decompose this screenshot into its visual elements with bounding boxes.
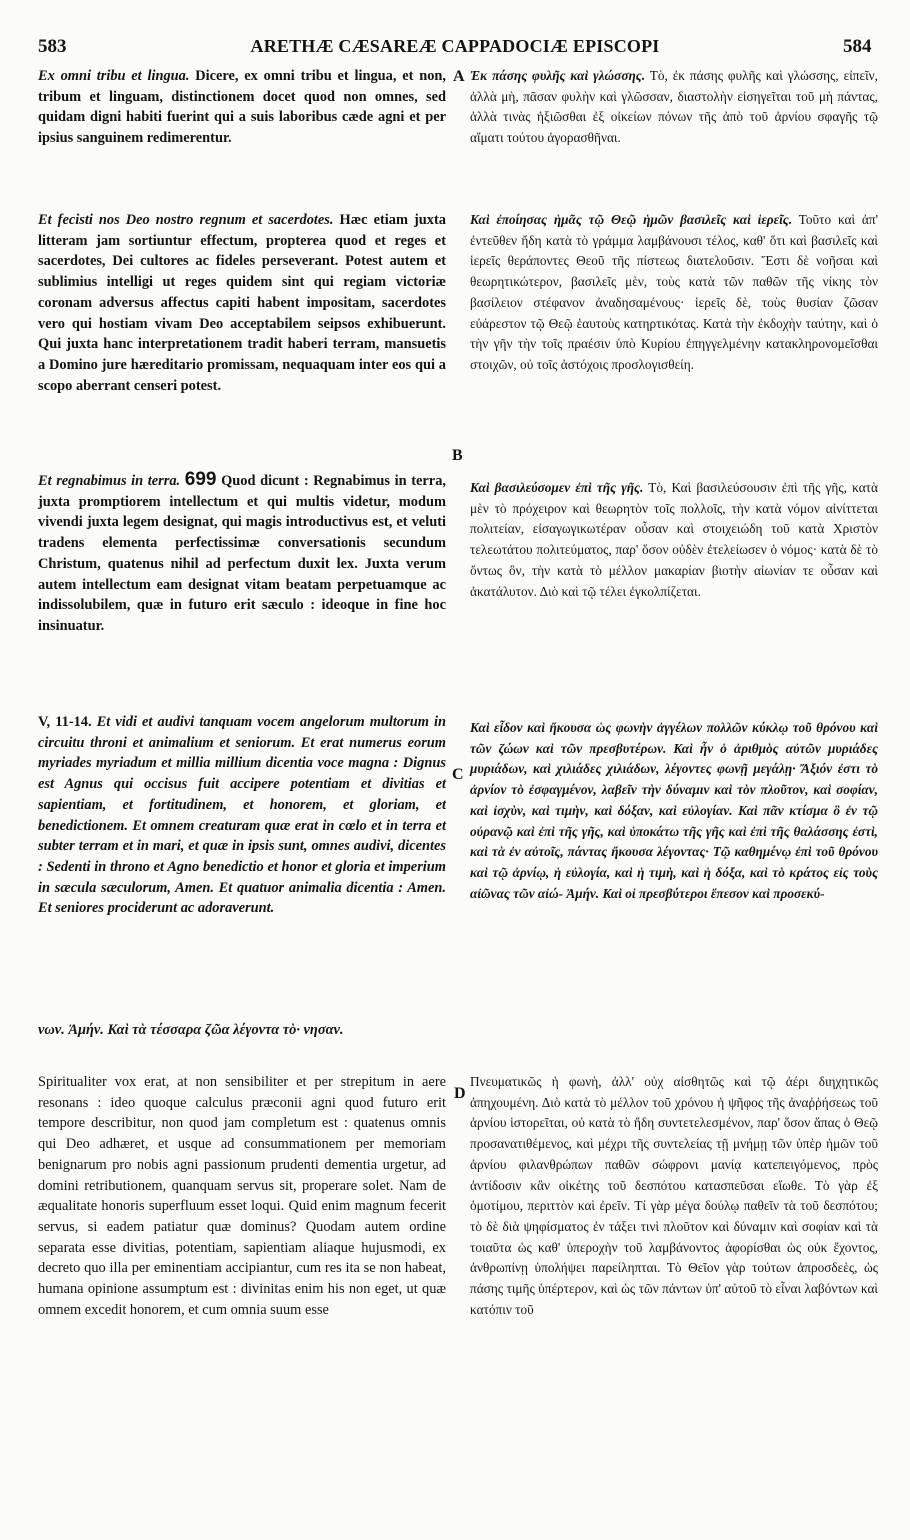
- greek-commentary-2: Τοῦτο καὶ ἀπ' ἐντεῦθεν ἤδη κατὰ τὸ γράμμα λαμβάνουσι τέλος, καθ' ὅτι καὶ βασιλεῖς καὶ ἱερεῖς θεράποντες Θεοῦ τῆς πίστεως διατελοῦσιν. Ἔστι δὲ νοῆσαι καὶ θεωρητικώτερον, βασιλεῖς μὲν, τοὺς κατὰ τῶν παθῶν τῆς νίκης τὸν βασίλειον στέφανον ἀναδησαμένους· ἱερεῖς δὲ, τοὺς θυσίαν ζῶσαν εὐάρεστον τῷ Θεῷ ἑαυτοὺς κατηρτικότας. Κατὰ τὴν ἐκδοχὴν ταύτην, καὶ ὁ τὴν γῆν τὴν τοῖς πραέσιν ὑπὸ Κυρίου ἐπηγγελμένην κατακληρονομεῖσθαι στοιχῶν, οὐ τοῖς ἀστόχοις προσλογισθείη.: [470, 212, 878, 372]
- running-title: ARETHÆ CÆSAREÆ CAPPADOCIÆ EPISCOPI: [250, 36, 660, 56]
- page-number-right: 584: [843, 36, 872, 57]
- latin-commentary-2: Hæc etiam juxta litteram jam sortiuntur effectum, propterea quod et reges et sacerdotes, Dei cultores ac fideles perseverant. Potest autem et sublimius intelligi ut reges quidem sint qui regiam victoriæ coronam adversus affectus capiti habent impositam, sacerdotes vero qui hostiam vivam Deo acceptabilem seipsos exhibuerunt. Qui juxta hanc interpretationem tradit haberi terram, mansuetis a Domino jure hæreditario promissam, nequaquam inter eos qui a scopo aberrant censeri potest.: [38, 212, 446, 394]
- latin-verse-text: Et vidi et audivi tanquam vocem angelorum multorum in circuitu throni et animalium et seniorum. Et erat numerus eorum myriades myriadum et millia millium dicentia voce magna : Dignus est Agnus qui occisus fuit accipere potentiam et divitias et sapientiam, et fortitudinem, et honorem, et gloriam, et benedictionem. Et omnem creaturam quæ erat in cœlo et in terra et subter terram et in mari, et quæ in ipsis sunt, omnes audivi, dicentes : Sedenti in throno et Agno benedictio et honor et gloria et imperium in sæcula sæculorum, Amen. Et quatuor animalia dicentia : Amen. Et seniores prociderunt ac adoraverunt.: [38, 714, 447, 917]
- latin-paragraph-1: [38, 66, 446, 149]
- margin-letter-d: D: [454, 1085, 466, 1102]
- greek-paragraph-3: [470, 478, 878, 602]
- latin-commentary-3: Quod dicunt : Regnabimus in terra, juxta promptiorem intellectum et qui multis videtur, modum vivendi juxta legem designat, qui magis introductivus est, et veluti tradens elementa perfectissimæ conversationis secundum Christum, quatenus nihil ad perfectum duxit lex. Juxta verum autem intellectum eam designat vitam beatam perpetuamque ac indissolubilem, quæ in futuro erit sæculo : ideoque in fine hoc insinuatur.: [38, 473, 446, 634]
- greek-commentary-1: Τὸ, ἐκ πάσης φυλῆς καὶ γλώσσης, εἰπεῖν, ἀλλὰ μὴ, πᾶσαν φυλὴν καὶ γλῶσσαν, διαστολὴν εἰσηγεῖται τοῦ μὴ πάντας, ἀλλὰ τινὰς ἠξιῶσθαι ἐξ οἰκείων πόνων τῆς ἀπὸ τοῦ ἀρνίου σφαγῆς τῷ αἵματι τούτου ἀγορασθῆναι.: [470, 68, 878, 146]
- greek-lemma-2: Καὶ ἐποίησας ἡμᾶς τῷ Θεῷ ἡμῶν βασιλεῖς καὶ ἱερεῖς.: [470, 212, 793, 227]
- verse-reference: V, 11-14.: [38, 714, 92, 730]
- latin-paragraph-4: [38, 712, 446, 919]
- column-number: 699: [184, 469, 217, 490]
- latin-lemma-3: Et regnabimus in terra.: [38, 473, 181, 489]
- margin-letter-c: C: [452, 766, 464, 783]
- stray-greek-fragment: νων. Ἀμήν. Καὶ τὰ τέσσαρα ζῶα λέγοντα τὸ· νησαν.: [38, 1022, 344, 1038]
- greek-lemma-3: Καὶ βασιλεύσομεν ἐπὶ τῆς γῆς.: [470, 480, 644, 495]
- latin-lemma-2: Et fecisti nos Deo nostro regnum et sacerdotes.: [38, 212, 334, 228]
- greek-paragraph-1: [470, 66, 878, 149]
- greek-commentary-3: Τὸ, Καὶ βασιλεύσουσιν ἐπὶ τῆς γῆς, κατὰ μὲν τὸ πρόχειρον καὶ θεωρητὸν τοῖς πολλοῖς, τὴν κατὰ νόμον αἰνίττεται πολιτείαν, εἰσαγωγικωτέραν οὖσαν καὶ στοιχειώδη τοῦ κατὰ Χριστὸν τελεωτάτου πολιτεύματος, παρ' ὅσον οὐδὲν ἐτελείωσεν ὁ νόμος· κατὰ δὲ τὸ ὄντως ὂν, τὴν κατὰ τὸ μέλλον μακαρίαν βιοτὴν αἰωνίαν τε οὖσαν καὶ ἀκατάλυτον. Διὸ καὶ τῷ τέλει ἐγκολπίζεται.: [470, 480, 878, 599]
- latin-paragraph-5: Spiritualiter vox erat, at non sensibiliter et per strepitum in aere resonans : ideo quoque calculus præconii agni quod futuro erit tempore describitur, non quod jam completum est : quatenus omnis qui Deo adhæret, et usque ad consummationem per memoriam benignarum pro nobis agni passionum prudenti dementia urgetur, ad domini retributionem, quanquam servus sit, properare solet. Nam de æqualitate honoris superfluum esset loqui. Quid enim magnum fecerit servus, si eadem patiatur quæ dominus? Quodam autem ordine separata esse divitias, potentiam, sapientiam aliaque hujusmodi, ex decreto quo illa per eminentiam accipiantur, cum res ita se non habeat, humana opinione assumptum est : divinitas enim his non eget, ut quæ omnem excedit honorem, et cum omnia suum esse: [38, 1074, 446, 1318]
- page-number-left: 583: [38, 36, 67, 57]
- margin-letter-b: B: [452, 447, 463, 464]
- latin-commentary-1: Dicere, ex omni tribu et lingua, et non, tribum et linguam, distinctionem docet quod non omnes, sed quidam digni habiti fuerint qui a suis laboribus cæde agni et per ipsius sanguinem redimerentur.: [38, 68, 446, 147]
- greek-paragraph-5: Πνευματικῶς ἡ φωνὴ, ἀλλ' οὐχ αἰσθητῶς καὶ τῷ ἀέρι διηχητικῶς ἀπηχουμένη. Διὸ κατὰ τὸ μέλλον τοῦ χρόνου ἡ ψῆφος τῆς ἀναῤῥήσεως τοῦ ἀρνίου ἱστορεῖται, οὐ κατὰ τὸ ἤδη συντετελεσμένον, παρ' ὅσον ἅπας ὁ Θεῷ προσανατιθέμενος, καὶ μέχρι τῆς συντελείας τῇ μνήμῃ τῶν ὑπὲρ ἡμῶν τοῦ ἀρνίου φιλανθρώπων παθῶν σώφρονι μανίᾳ κατεπειγόμενος, πρὸς ἀντίδοσιν κἂν οἰκέτης τοῦ δεσπότου κατασπεῦσαι εἴωθε. Τὸ γὰρ ἐξ ὁμοτίμου, περιττὸν καὶ ἐρεῖν. Τί γὰρ μέγα δούλῳ παθεῖν τὰ τοῦ δεσπότου; τὸ δὲ διὰ ψηφίσματος ἐν τάξει τινὶ πλοῦτον καὶ δύναμιν καὶ σοφίαν καὶ τὰ τοιαῦτα ὡς καθ' ὑπεροχὴν τοῦ λαμβάνοντος ἀφορίσθαι ὡς οὐκ ἔχοντος, ἀνθρωπίνῃ ὑπολήψει παρείληπται. Τὸ Θεῖον γὰρ τούτων ἀπροσδεὲς, ὡς πάσης τιμῆς ὑπέρτερον, καὶ ὡς τῶν πάντων ὑπ' αὐτοῦ τὸ εἶναι λαβόντων καὶ κατόπιν τοῦ: [470, 1074, 878, 1317]
- latin-paragraph-3: [38, 470, 446, 637]
- greek-lemma-1: Ἐκ πάσης φυλῆς καὶ γλώσσης.: [470, 68, 646, 83]
- margin-letter-a: A: [453, 68, 465, 85]
- latin-lemma-1: Ex omni tribu et lingua.: [38, 68, 190, 84]
- greek-verse-text: Καὶ εἶδον καὶ ἤκουσα ὡς φωνὴν ἀγγέλων πολλῶν κύκλῳ τοῦ θρόνου καὶ τῶν ζώων καὶ τῶν πρεσβυτέρων. Καὶ ἦν ὁ ἀριθμὸς αὐτῶν μυριάδες μυριάδων, καὶ χιλιάδες χιλιάδων, λέγοντες φωνῇ μεγάλῃ· Ἄξιόν ἐστι τὸ ἀρνίον τὸ ἐσφαγμένον, λαβεῖν τὴν δύναμιν καὶ τὸν πλοῦτον, καὶ σοφίαν, καὶ ἰσχὺν, καὶ τιμὴν, καὶ δόξαν, καὶ εὐλογίαν. Καὶ πᾶν κτίσμα ὃ ἐν τῷ οὐρανῷ καὶ ἐπὶ τῆς γῆς, καὶ ὑποκάτω τῆς γῆς καὶ ἐπὶ τῆς θαλάσσης ἐστὶ, καὶ τὰ ἐν αὐτοῖς, πάντας ἤκουσα λέγοντας· Τῷ καθημένῳ ἐπὶ τοῦ θρόνου καὶ τῷ ἀρνίῳ, ἡ εὐλογία, καὶ ἡ τιμὴ, καὶ ἡ δόξα, καὶ τὸ κράτος εἰς τοὺς αἰῶνας τῶν αἰώ- Ἀμήν. Καὶ οἱ πρεσβύτεροι ἔπεσον καὶ προσεκύ-: [470, 720, 878, 901]
- latin-paragraph-2: [38, 210, 446, 396]
- greek-paragraph-2: [470, 210, 878, 376]
